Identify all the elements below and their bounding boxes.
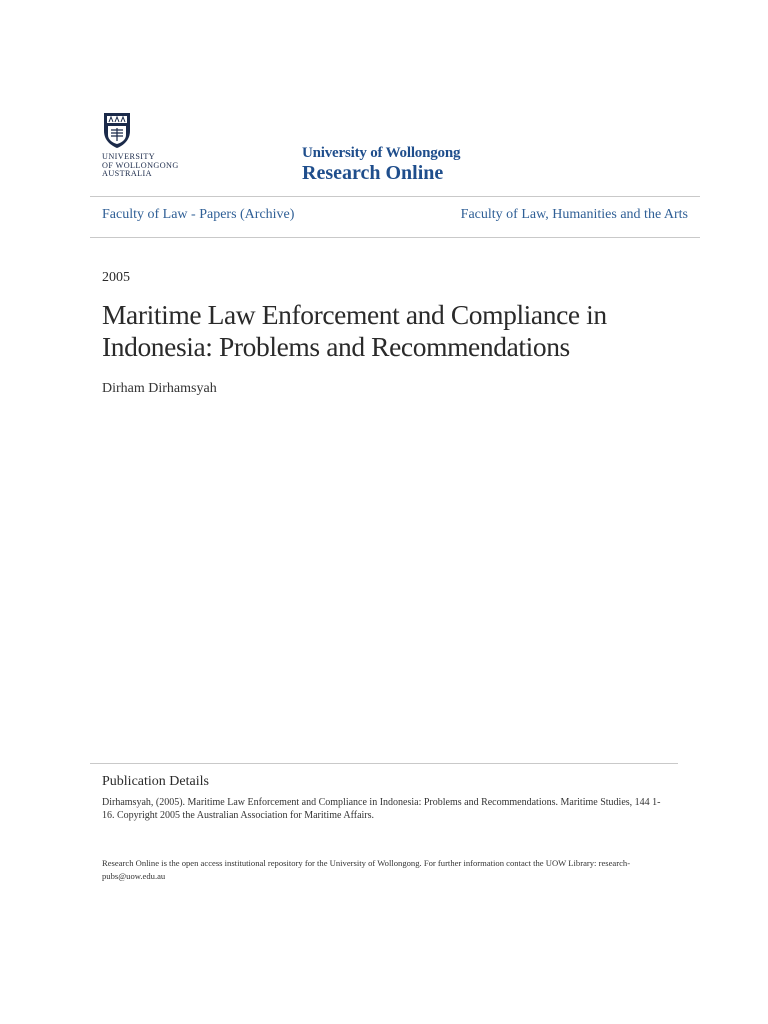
wordmark-line-2: OF WOLLONGONG bbox=[102, 160, 179, 170]
research-online-masthead[interactable] bbox=[302, 144, 460, 184]
nav-divider bbox=[90, 237, 700, 238]
publication-divider bbox=[90, 763, 678, 764]
masthead-university: University of Wollongong bbox=[302, 145, 461, 161]
publication-details-text: Dirhamsyah, (2005). Maritime Law Enforcement and Compliance in Indonesia: Problems and Recommendations. Maritime Studies, 144 1-16. Copyright 2005 the Australian Association for Maritime Affairs. bbox=[102, 797, 661, 821]
wordmark-line-3: AUSTRALIA bbox=[102, 169, 152, 178]
publication-year: 2005 bbox=[102, 270, 130, 285]
publication-details-heading: Publication Details bbox=[102, 774, 209, 789]
university-wordmark bbox=[102, 153, 179, 179]
faculty-link[interactable]: Faculty of Law, Humanities and the Arts bbox=[460, 207, 688, 222]
paper-title: Maritime Law Enforcement and Compliance in Indonesia: Problems and Recommendations bbox=[102, 299, 607, 362]
top-divider bbox=[90, 196, 700, 197]
wordmark-line-1: UNIVERSITY bbox=[102, 152, 156, 161]
masthead-repository: Research Online bbox=[302, 162, 444, 184]
paper-author: Dirham Dirhamsyah bbox=[102, 381, 217, 396]
repository-footer: Research Online is the open access institutional repository for the University of Wollongong. For further information contact the UOW Library: research-pubs@uow.edu.au bbox=[102, 858, 631, 881]
university-crest-icon bbox=[102, 111, 132, 149]
faculty-papers-link[interactable]: Faculty of Law - Papers (Archive) bbox=[102, 207, 295, 222]
uow-logo bbox=[102, 111, 192, 181]
